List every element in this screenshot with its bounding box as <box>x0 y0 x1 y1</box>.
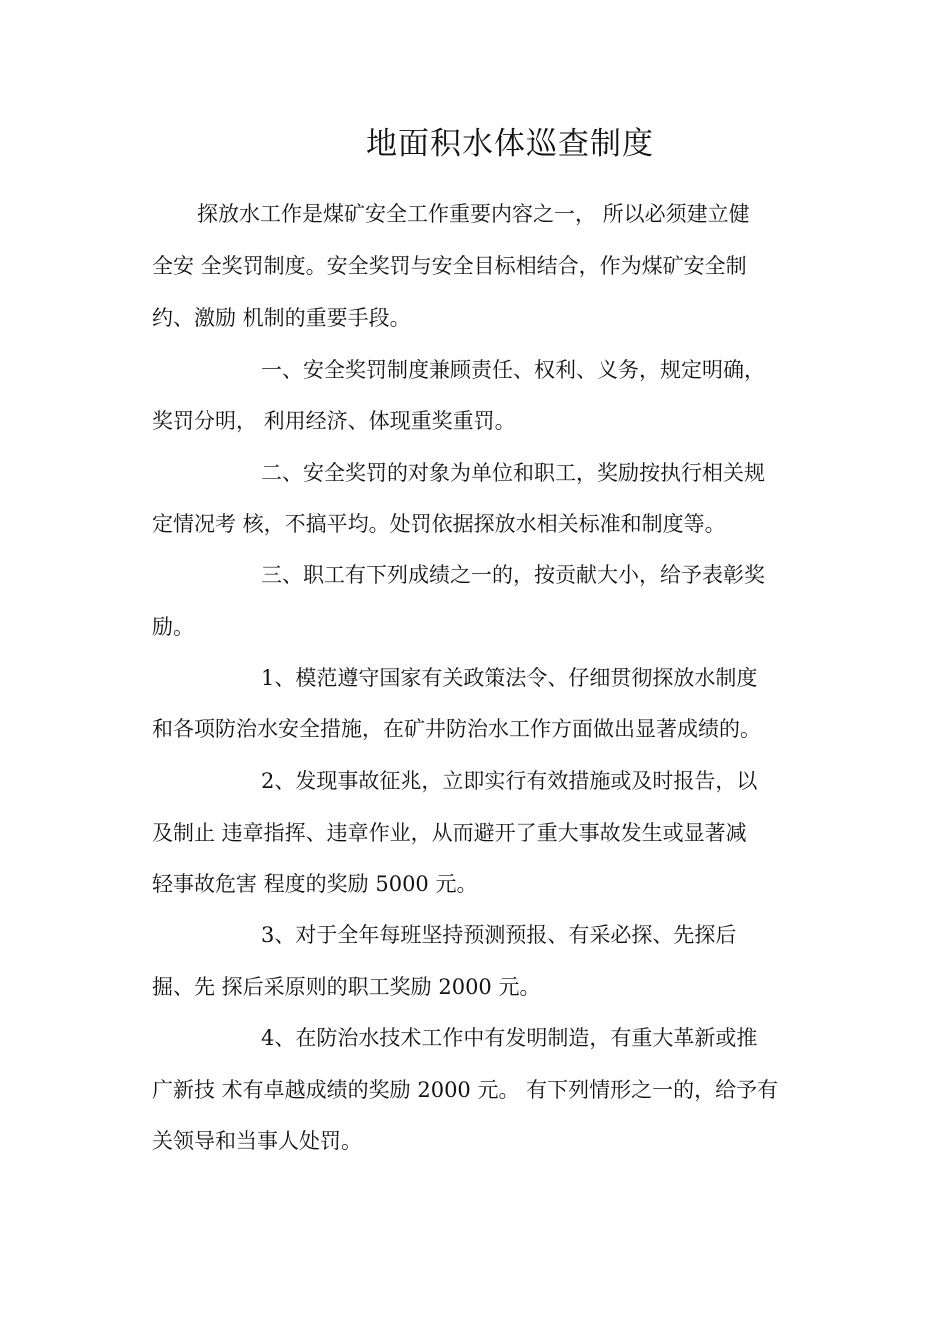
paragraph-line: 探放水工作是煤矿安全工作重要内容之一， 所以必须建立健 <box>197 202 750 226</box>
paragraph-line: 约、激励 机制的重要手段。 <box>152 306 411 330</box>
paragraph-line: 关领导和当事人处罚。 <box>152 1129 362 1153</box>
paragraph-line: 3、对于全年每班坚持预测预报、有采必探、先探后 <box>261 923 737 947</box>
paragraph-line: 定情况考 核，不搞平均。处罚依据探放水相关标准和制度等。 <box>152 512 726 536</box>
paragraph-line: 二、安全奖罚的对象为单位和职工，奖励按执行相关规 <box>261 461 765 485</box>
paragraph-line: 掘、先 探后采原则的职工奖励 2000 元。 <box>152 975 541 999</box>
paragraph-line: 全安 全奖罚制度。安全奖罚与安全目标相结合，作为煤矿安全制 <box>152 254 747 278</box>
paragraph-line: 轻事故危害 程度的奖励 5000 元。 <box>152 872 478 896</box>
paragraph-line: 1、模范遵守国家有关政策法令、仔细贯彻探放水制度 <box>261 666 758 690</box>
paragraph-line: 励。 <box>152 615 194 639</box>
paragraph-line: 广新技 术有卓越成绩的奖励 2000 元。 有下列情形之一的，给予有 <box>152 1078 779 1102</box>
paragraph-line: 三、职工有下列成绩之一的，按贡献大小，给予表彰奖 <box>261 563 765 587</box>
paragraph-line: 奖罚分明， 利用经济、体现重奖重罚。 <box>152 409 516 433</box>
paragraph-line: 和各项防治水安全措施，在矿井防治水工作方面做出显著成绩的。 <box>152 717 761 741</box>
paragraph-line: 一、安全奖罚制度兼顾责任、权利、义务，规定明确， <box>261 358 765 382</box>
paragraph-line: 4、在防治水技术工作中有发明制造，有重大革新或推 <box>261 1026 758 1050</box>
paragraph-line: 及制止 违章指挥、违章作业，从而避开了重大事故发生或显著减 <box>152 821 747 845</box>
document-title: 地面积水体巡查制度 <box>366 126 654 162</box>
paragraph-line: 2、发现事故征兆，立即实行有效措施或及时报告，以 <box>261 769 758 793</box>
